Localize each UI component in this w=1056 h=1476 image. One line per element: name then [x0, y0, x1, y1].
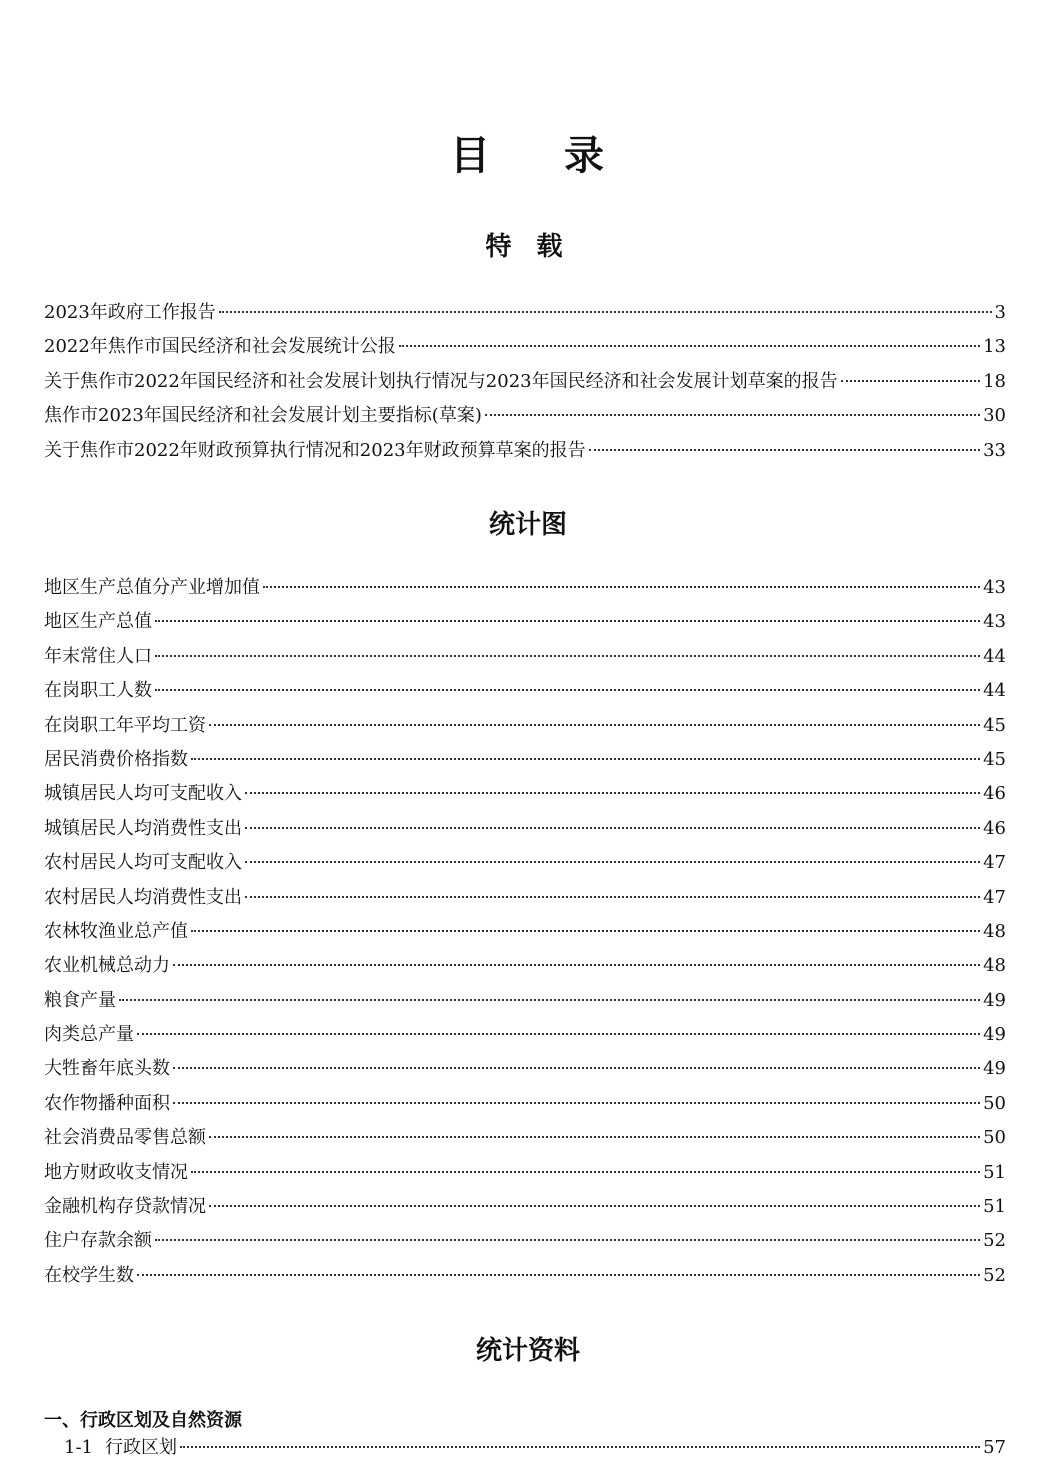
toc-entry[interactable]: 农林牧渔业总产值 48 [44, 920, 1006, 942]
toc-entry[interactable]: 1-1 行政区划 57 [64, 1437, 1006, 1458]
section-title-data: 统计资料 [475, 1336, 580, 1366]
toc-entry[interactable]: 大牲畜年底头数 49 [44, 1058, 1006, 1080]
toc-list-data [64, 1437, 1006, 1471]
toc-entry[interactable]: 2023年政府工作报告 3 [44, 302, 1006, 323]
toc-entry[interactable]: 城镇居民人均可支配收入 46 [44, 783, 1006, 805]
toc-entry[interactable]: 城镇居民人均消费性支出 46 [44, 817, 1006, 839]
toc-entry[interactable]: 关于焦作市2022年财政预算执行情况和2023年财政预算草案的报告 33 [44, 439, 1006, 461]
section-title-charts: 统计图 [488, 510, 567, 540]
toc-list-charts [44, 577, 1006, 1299]
subsection-heading: 一、行政区划及自然资源 [44, 1410, 242, 1431]
toc-entry[interactable]: 关于焦作市2022年国民经济和社会发展计划执行情况与2023年国民经济和社会发展计划草案的报告 18 [44, 370, 1006, 392]
toc-entry[interactable]: 居民消费价格指数 45 [44, 748, 1006, 770]
toc-entry[interactable]: 在校学生数 52 [44, 1264, 1006, 1286]
toc-entry[interactable]: 2022年焦作市国民经济和社会发展统计公报 13 [44, 336, 1006, 358]
toc-entry[interactable]: 农业机械总动力 48 [44, 955, 1006, 977]
toc-entry[interactable]: 在岗职工年平均工资 45 [44, 714, 1006, 736]
toc-entry[interactable]: 年末常住人口 44 [44, 645, 1006, 667]
section-title-special: 特 载 [485, 232, 571, 262]
toc-entry[interactable]: 农作物播种面积 50 [44, 1092, 1006, 1114]
toc-entry[interactable]: 地区生产总值 43 [44, 611, 1006, 633]
toc-entry[interactable]: 焦作市2023年国民经济和社会发展计划主要指标(草案) 30 [44, 405, 1006, 427]
toc-entry[interactable]: 地方财政收支情况 51 [44, 1161, 1006, 1183]
toc-entry[interactable]: 住户存款余额 52 [44, 1230, 1006, 1252]
toc-entry[interactable]: 农村居民人均可支配收入 47 [44, 852, 1006, 874]
toc-list-special [44, 302, 1006, 474]
toc-entry[interactable]: 社会消费品零售总额 50 [44, 1127, 1006, 1149]
toc-entry[interactable]: 粮食产量 49 [44, 989, 1006, 1011]
toc-entry[interactable]: 肉类总产量 49 [44, 1024, 1006, 1046]
toc-entry[interactable]: 地区生产总值分产业增加值 43 [44, 577, 1006, 598]
toc-entry[interactable]: 农村居民人均消费性支出 47 [44, 886, 1006, 908]
toc-entry[interactable]: 在岗职工人数 44 [44, 680, 1006, 702]
toc-entry[interactable]: 金融机构存贷款情况 51 [44, 1196, 1006, 1218]
page-title: 目 录 [450, 133, 606, 179]
